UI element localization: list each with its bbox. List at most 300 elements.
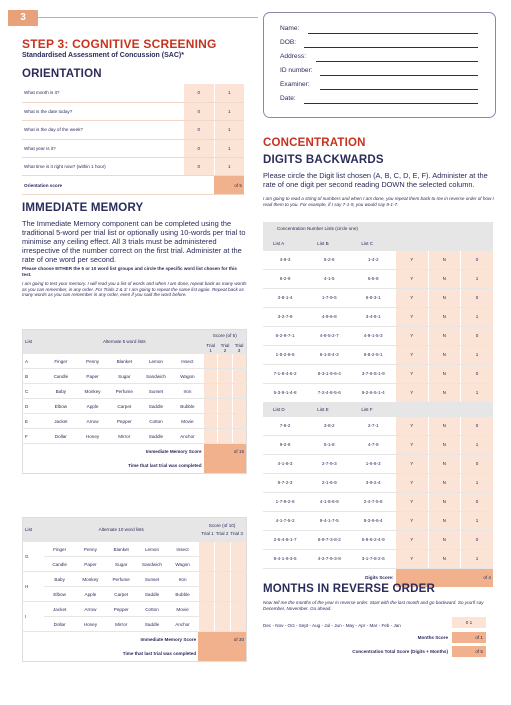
trial-score-cell[interactable] [204, 414, 218, 429]
word-cell: Lemon [137, 542, 168, 557]
score-zero-option[interactable]: 0 [184, 158, 214, 176]
digit-row [263, 269, 493, 288]
word-cell: Baby [44, 572, 75, 587]
no-option[interactable]: N [428, 454, 460, 473]
word-cell: Lemon [140, 354, 172, 369]
word-cell: Anchor [167, 617, 198, 632]
digit-sequence[interactable]: 6-8-2-5-1 [351, 345, 395, 364]
no-option[interactable]: N [428, 511, 460, 530]
score-one-option[interactable]: 1 [214, 84, 244, 102]
info-field-line[interactable] [304, 103, 478, 104]
digit-row [263, 473, 493, 492]
header-rule [38, 17, 258, 18]
digit-sequence[interactable]: 8-3-1-9-6-4 [307, 364, 351, 383]
orientation-row [22, 102, 244, 120]
digit-sequence[interactable]: 4-1-8-3 [263, 454, 307, 473]
orientation-question: What is the day of the week? [22, 121, 184, 139]
no-option[interactable]: N [428, 435, 460, 454]
trial-score-cell[interactable] [214, 542, 230, 572]
word-cell: Apple [75, 587, 106, 602]
word-cell: Blanket [106, 542, 137, 557]
digit-sequence[interactable]: 7-2-4-8-5-6 [307, 383, 351, 402]
yes-option[interactable]: Y [396, 364, 428, 383]
list-column-header: List D [263, 402, 307, 416]
no-option[interactable]: N [428, 326, 460, 345]
trial-score-cell[interactable] [204, 384, 218, 399]
digit-sequence[interactable]: 1-5-2-8-6 [263, 345, 307, 364]
digit-sequence[interactable]: 4-1-8-6-9 [307, 492, 351, 511]
info-field-label: Address: [280, 53, 307, 60]
word-cell: Blanket [108, 354, 140, 369]
digit-sequence[interactable]: 3-2-7-9 [263, 307, 307, 326]
score-header: Score (of 10) [208, 522, 236, 528]
score-zero-option[interactable]: 0 [184, 102, 214, 120]
word-cell: Iron [172, 384, 204, 399]
yes-option[interactable]: Y [396, 511, 428, 530]
trial-score-cell[interactable] [218, 399, 232, 414]
word-cell: Finger [45, 354, 77, 369]
alternate-lists-header: Alternate 10 word lists [44, 518, 198, 542]
memory-score-row [23, 632, 247, 647]
word-cell: Paper [75, 557, 106, 572]
digit-sequence[interactable]: 6-2-9 [263, 269, 307, 288]
trial-header: Trial 1 [204, 342, 218, 354]
digit-sequence[interactable]: 5-1-8 [307, 435, 351, 454]
digit-sequence[interactable]: 5-8-6-2-4-9 [351, 530, 395, 549]
immediate-instruction: I am going to test your memory. I will read you a list of words and when I am done, repeat back as many words as you can remember, in any order. For Trials 2 & 3: I am going to repeat the same list again. Repeat back as many words as you can remember in any order, even if you said the word before. [22, 281, 247, 298]
trial-score-cell[interactable] [230, 542, 246, 572]
word-cell: Candle [44, 557, 75, 572]
trial-score-cell[interactable] [198, 572, 214, 602]
word-cell: Elbow [45, 399, 77, 414]
time-box[interactable] [198, 647, 246, 662]
info-field-line[interactable] [320, 75, 478, 76]
yes-option[interactable]: Y [396, 383, 428, 402]
memory-score-label: Immediate Memory Score [23, 632, 199, 647]
word-list-row [23, 369, 247, 384]
word-cell: Sugar [108, 369, 140, 384]
score-zero-option[interactable]: 0 [184, 139, 214, 157]
word-cell: Monkey [75, 572, 106, 587]
digit-sequence[interactable]: 4-2-7-9-3-8 [307, 549, 351, 568]
word-cell: Candle [45, 369, 77, 384]
orientation-score-box[interactable]: of 5 [214, 176, 244, 194]
digit-sequence[interactable]: 3-9-2-4 [351, 473, 395, 492]
number-lists-header-row [263, 402, 493, 416]
word-cell: Mirror [106, 617, 137, 632]
immediate-memory-paragraph: The Immediate Memory component can be completed using the traditional 5-word per trial list or optionally using 10-words per trial to minimise any ceiling effect. All 3 trials must be administered irrespective of the number correct on the first trial. Administer at the rate of one word per second. [22, 219, 246, 264]
alternate-lists-header: Alternate 5 word lists [45, 330, 204, 354]
word-cell: Arrow [77, 414, 109, 429]
digit-row [263, 492, 493, 511]
digit-sequence[interactable]: 4-8-5-2-7 [307, 326, 351, 345]
digit-sequence[interactable]: 7-1-8-4-6-2 [263, 364, 307, 383]
trial-score-cell[interactable] [232, 354, 246, 369]
trial-score-cell[interactable] [204, 429, 218, 444]
word-cell: Wagon [167, 557, 198, 572]
word-cell: Pepper [106, 602, 137, 617]
no-option[interactable]: N [428, 307, 460, 326]
spacer [396, 236, 493, 250]
step-subtitle: Standardised Assessment of Concussion (SAC)* [22, 52, 184, 59]
score-one-option[interactable]: 1 [214, 158, 244, 176]
orientation-row [22, 139, 244, 157]
row-score[interactable]: 1 [460, 269, 493, 288]
number-lists-header-row [263, 236, 493, 250]
digit-sequence[interactable]: 3-1-7-8-2-6 [351, 549, 395, 568]
digit-row [263, 454, 493, 473]
list-letter: B [23, 369, 46, 384]
spacer [396, 402, 493, 416]
no-option[interactable]: N [428, 492, 460, 511]
word-cell: Monkey [77, 384, 109, 399]
word-cell: Elbow [44, 587, 75, 602]
word-list-row [23, 429, 247, 444]
yes-option[interactable]: Y [396, 549, 428, 568]
trial-score-cell[interactable] [230, 572, 246, 602]
list-column-header: List E [307, 402, 351, 416]
row-score[interactable]: 0 [460, 416, 493, 435]
list-letter: F [23, 429, 46, 444]
no-option[interactable]: N [428, 269, 460, 288]
trial-score-cell[interactable] [232, 414, 246, 429]
row-score[interactable]: 0 [460, 454, 493, 473]
word-cell: Paper [77, 369, 109, 384]
digits-backwards-title: DIGITS BACKWARDS [263, 154, 384, 166]
trial-score-cell[interactable] [218, 429, 232, 444]
word-cell: Bubble [167, 587, 198, 602]
trial-header: Trial 3 [230, 530, 243, 536]
digit-sequence[interactable]: 6-8-3-1 [351, 288, 395, 307]
score-zero-option[interactable]: 0 [184, 84, 214, 102]
digit-sequence[interactable]: 9-7-2-3 [263, 473, 307, 492]
digit-sequence[interactable]: 4-9-3 [263, 250, 307, 269]
yes-option[interactable]: Y [396, 307, 428, 326]
trial-score-cell[interactable] [214, 602, 230, 632]
word-cell: Arrow [75, 602, 106, 617]
trial-score-cell[interactable] [214, 572, 230, 602]
digit-sequence[interactable]: 2-6-4-8-1-7 [263, 530, 307, 549]
no-option[interactable]: N [428, 549, 460, 568]
digits-score-box[interactable]: of 4 [396, 568, 493, 587]
trial-score-cell[interactable] [232, 429, 246, 444]
digit-sequence[interactable]: 4-1-5 [307, 269, 351, 288]
digit-row [263, 435, 493, 454]
digit-sequence[interactable]: 3-8-1-4 [263, 288, 307, 307]
word-cell: Sunset [140, 384, 172, 399]
trial-score-cell[interactable] [204, 399, 218, 414]
digit-row [263, 250, 493, 269]
list-letter: H [23, 572, 45, 602]
yes-option[interactable]: Y [396, 454, 428, 473]
months-sequence: Dec - Nov - Oct - Sept - Aug - Jul - Jun - May - Apr - Mar - Feb - Jan [263, 623, 401, 628]
no-option[interactable]: N [428, 383, 460, 402]
score-header: Score (of 5) [204, 330, 247, 342]
word-cell: Dollar [44, 617, 75, 632]
word-cell: Penny [77, 354, 109, 369]
digit-row [263, 364, 493, 383]
trial-score-cell[interactable] [218, 384, 232, 399]
score-one-option[interactable]: 1 [214, 121, 244, 139]
word-list-row [23, 572, 247, 587]
yes-option[interactable]: Y [396, 250, 428, 269]
list-column-header: List F [351, 402, 395, 416]
trial-score-cell[interactable] [204, 354, 218, 369]
time-label: Time that last trial was completed [23, 647, 199, 662]
digit-row [263, 307, 493, 326]
word-cell: Pepper [108, 414, 140, 429]
orientation-row [22, 84, 244, 102]
no-option[interactable]: N [428, 250, 460, 269]
concentration-total-score[interactable]: of 5 [452, 646, 486, 657]
score-one-option[interactable]: 1 [214, 139, 244, 157]
no-option[interactable]: N [428, 288, 460, 307]
word-cell: Anchor [172, 429, 204, 444]
digit-sequence[interactable]: 3-4-8-1 [351, 307, 395, 326]
word-cell: Jacket [44, 602, 75, 617]
word-cell: Perfume [106, 572, 137, 587]
score-header-cell [198, 518, 246, 542]
row-score[interactable]: 0 [460, 492, 493, 511]
word-cell: Insect [167, 542, 198, 557]
info-field-line[interactable] [320, 89, 478, 90]
months-reverse-title: MONTHS IN REVERSE ORDER [263, 583, 436, 595]
row-score[interactable]: 1 [460, 511, 493, 530]
months-score-label: Months Score [417, 635, 448, 640]
word-list-row [23, 542, 247, 557]
memory-score-row [23, 444, 247, 459]
orientation-score-row [22, 176, 244, 194]
concentration-title: CONCENTRATION [263, 137, 366, 149]
trial-header: Trial 3 [232, 342, 246, 354]
info-field-label: Name: [280, 25, 300, 32]
row-score[interactable]: 1 [460, 435, 493, 454]
list-letter: D [23, 399, 46, 414]
word-cell: Cotton [140, 414, 172, 429]
digit-sequence[interactable]: 8-4-1-9-3-5 [263, 549, 307, 568]
time-box[interactable] [204, 459, 247, 474]
word-cell: Penny [75, 542, 106, 557]
memory-score-box[interactable]: of 15 [204, 444, 247, 459]
digit-sequence[interactable]: 2-1-6-9 [307, 473, 351, 492]
digit-sequence[interactable]: 1-4-2 [351, 250, 395, 269]
digit-sequence[interactable]: 2-4-7-5-8 [351, 492, 395, 511]
yes-option[interactable]: Y [396, 435, 428, 454]
digit-sequence[interactable]: 4-7-9 [351, 435, 395, 454]
trial-header: Trial 2 [215, 530, 229, 536]
yes-option[interactable]: Y [396, 269, 428, 288]
word-cell: Saddle [137, 617, 168, 632]
list-header: List [23, 518, 45, 542]
trial-score-cell[interactable] [204, 369, 218, 384]
no-option[interactable]: N [428, 473, 460, 492]
trial-header: Trial 2 [218, 342, 232, 354]
row-score[interactable]: 1 [460, 549, 493, 568]
orientation-question: What year is it? [22, 139, 184, 157]
digit-sequence[interactable]: 5-2-6 [307, 250, 351, 269]
word-cell: Finger [44, 542, 75, 557]
list-letter: C [23, 384, 46, 399]
trial-header: Trial 1 [201, 530, 214, 536]
row-score[interactable]: 0 [460, 530, 493, 549]
trial-score-cell[interactable] [232, 384, 246, 399]
digit-sequence[interactable]: 4-1-7-5-2 [263, 511, 307, 530]
digit-sequence[interactable]: 4-9-6-8 [307, 307, 351, 326]
digit-row [263, 530, 493, 549]
word-list-row [23, 414, 247, 429]
row-score[interactable]: 1 [460, 383, 493, 402]
trial-score-cell[interactable] [230, 602, 246, 632]
word-cell: Bubble [172, 399, 204, 414]
digit-sequence[interactable]: 3-8-2 [307, 416, 351, 435]
digit-sequence[interactable]: 1-6-8-3 [351, 454, 395, 473]
word-cell: Sandwich [140, 369, 172, 384]
orientation-question: What is the date today? [22, 102, 184, 120]
word-list-row [23, 354, 247, 369]
row-score[interactable]: 0 [460, 364, 493, 383]
digit-sequence[interactable]: 2-7-9-3 [307, 454, 351, 473]
row-score[interactable]: 1 [460, 473, 493, 492]
yes-option[interactable]: Y [396, 492, 428, 511]
digits-score-label: Digits Score: [263, 568, 396, 587]
digit-sequence[interactable]: 1-7-9-5 [307, 288, 351, 307]
orientation-row [22, 121, 244, 139]
digit-sequence[interactable]: 4-9-1-5-3 [351, 326, 395, 345]
word-cell: Cotton [137, 602, 168, 617]
list-letter: I [23, 602, 45, 632]
info-field-line[interactable] [304, 47, 478, 48]
word-cell: Honey [75, 617, 106, 632]
trial-score-cell[interactable] [232, 369, 246, 384]
word-cell: Dollar [45, 429, 77, 444]
orientation-title: ORIENTATION [22, 68, 102, 80]
word-list-row [23, 602, 247, 617]
word-cell: Sunset [137, 572, 168, 587]
trial-score-cell[interactable] [198, 602, 214, 632]
concentration-table [263, 222, 493, 587]
digit-sequence[interactable]: 2-7-1 [351, 416, 395, 435]
digit-sequence[interactable]: 8-3-9-6-4 [351, 511, 395, 530]
no-option[interactable]: N [428, 345, 460, 364]
row-score[interactable]: 0 [460, 288, 493, 307]
patient-info-box [263, 12, 496, 118]
word-cell: Sandwich [137, 557, 168, 572]
digit-sequence[interactable]: 7-8-2 [263, 416, 307, 435]
orientation-table [22, 84, 244, 195]
orientation-score-label: Orientation score [22, 176, 184, 194]
score-zero-option[interactable]: 0 [184, 121, 214, 139]
no-option[interactable]: N [428, 364, 460, 383]
word-cell: Saddle [137, 587, 168, 602]
word-list-row [23, 399, 247, 414]
word-cell: Movie [167, 602, 198, 617]
digit-sequence[interactable]: 6-5-8 [351, 269, 395, 288]
yes-option[interactable]: Y [396, 530, 428, 549]
digit-row [263, 416, 493, 435]
digit-sequence[interactable]: 3-7-6-5-1-9 [351, 364, 395, 383]
digit-sequence[interactable]: 6-1-8-4-3 [307, 345, 351, 364]
yes-option[interactable]: Y [396, 473, 428, 492]
word-cell: Baby [45, 384, 77, 399]
orientation-row [22, 158, 244, 176]
step-title: STEP 3: COGNITIVE SCREENING [22, 37, 217, 51]
word-cell: Carpet [106, 587, 137, 602]
score-one-option[interactable]: 1 [214, 102, 244, 120]
memory-score-box[interactable]: of 30 [198, 632, 246, 647]
info-field-label: Date: [280, 95, 296, 102]
immediate-memory-title: IMMEDIATE MEMORY [22, 202, 144, 214]
trial-score-cell[interactable] [232, 399, 246, 414]
yes-option[interactable]: Y [396, 345, 428, 364]
trial-score-cell[interactable] [198, 542, 214, 572]
digit-sequence[interactable]: 9-2-6-5-1-4 [351, 383, 395, 402]
word-cell: Apple [77, 399, 109, 414]
trial-score-cell[interactable] [218, 414, 232, 429]
months-choices[interactable]: 0 1 [452, 617, 486, 628]
months-instruction: Now tell me the months of the year in reverse order. Start with the last month and go backward. So you'll say December, November. Go ahead. [263, 600, 484, 611]
word-cell: Saddle [140, 399, 172, 414]
word-cell: Movie [172, 414, 204, 429]
row-score[interactable]: 0 [460, 326, 493, 345]
choose-list-note: Please choose EITHER the 5 or 10 word list groups and circle the specific word list chosen for this test. [22, 266, 237, 277]
row-score[interactable]: 1 [460, 307, 493, 326]
yes-option[interactable]: Y [396, 416, 428, 435]
yes-option[interactable]: Y [396, 288, 428, 307]
word-cell: Perfume [108, 384, 140, 399]
row-score[interactable]: 1 [460, 345, 493, 364]
list-header: List [23, 330, 46, 354]
time-label: Time that last trial was completed [23, 459, 204, 474]
orientation-question: What month is it? [22, 84, 184, 102]
info-field-label: Examiner: [280, 81, 310, 88]
digit-sequence[interactable]: 5-3-9-1-4-8 [263, 383, 307, 402]
trial-score-cell[interactable] [218, 369, 232, 384]
word-table-header [23, 330, 247, 342]
memory-score-label: Immediate Memory Score [23, 444, 204, 459]
digit-row [263, 511, 493, 530]
time-row [23, 459, 247, 474]
word-cell: Mirror [108, 429, 140, 444]
digit-row [263, 288, 493, 307]
orientation-question: What time is it right now? (within 1 hour) [22, 158, 184, 176]
spacer [184, 176, 214, 194]
list-column-header: List B [307, 236, 351, 250]
info-field-line[interactable] [308, 33, 478, 34]
word-list-row [23, 384, 247, 399]
months-score[interactable]: of 1 [452, 632, 486, 643]
word-cell: Jacket [45, 414, 77, 429]
digit-sequence[interactable]: 1-7-9-2-6 [263, 492, 307, 511]
digit-row [263, 383, 493, 402]
digit-sequence[interactable]: 9-4-1-7-5 [307, 511, 351, 530]
page-number-badge: 3 [8, 10, 38, 26]
info-field-line[interactable] [316, 61, 478, 62]
yes-option[interactable]: Y [396, 326, 428, 345]
trial-headers [200, 530, 244, 538]
number-lists-title-row [263, 222, 493, 236]
no-option[interactable]: N [428, 416, 460, 435]
digit-sequence[interactable]: 6-2-9-7-1 [263, 326, 307, 345]
digit-sequence[interactable]: 9-2-6 [263, 435, 307, 454]
row-score[interactable]: 0 [460, 250, 493, 269]
digit-row [263, 549, 493, 568]
word-cell: Iron [167, 572, 198, 587]
no-option[interactable]: N [428, 530, 460, 549]
trial-score-cell[interactable] [218, 354, 232, 369]
list-letter: E [23, 414, 46, 429]
digit-sequence[interactable]: 6-9-7-3-8-2 [307, 530, 351, 549]
list-column-header: List A [263, 236, 307, 250]
